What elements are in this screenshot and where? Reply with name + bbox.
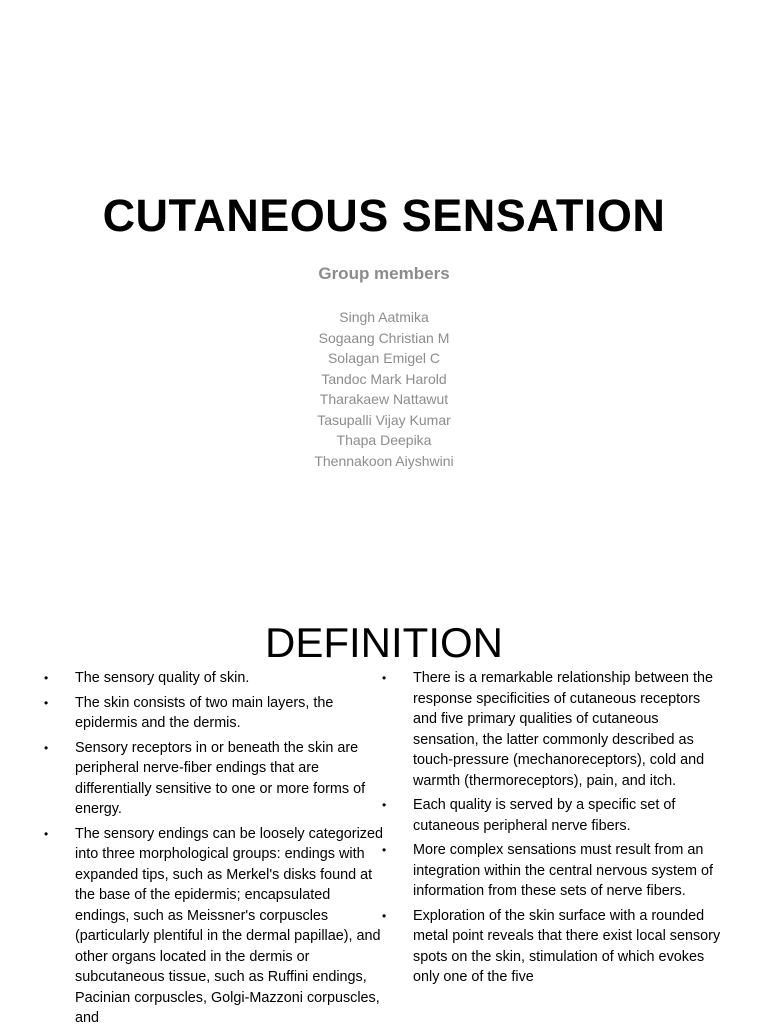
definition-slide [0,596,768,1024]
member-list [0,307,768,471]
bullet-icon: • [382,671,387,685]
bullet-icon: • [382,843,387,857]
member-name: Thennakoon Aiyshwini [314,452,454,469]
member-name: Sogaang Christian M [318,329,450,346]
bullet-text: The skin consists of two main layers, the epidermis and the dermis. [75,694,334,731]
slide-title: CUTANEOUS SENSATION [102,190,666,241]
member-name: Singh Aatmika [339,309,429,325]
bullet-text: Exploration of the skin surface with a rounded metal point reveals that there exist local sensory spots on the skin, stimulation of which evokes only one of the five [413,907,721,985]
bullet-icon: • [44,826,49,841]
bullet-text: The sensory quality of skin. [75,670,250,686]
bullet-item [42,693,384,734]
group-members-heading: Group members [318,264,450,283]
bullet-icon: • [382,908,387,923]
definition-title: DEFINITION [265,619,503,666]
bullet-icon: • [44,695,49,710]
member-name: Thapa Deepika [336,432,432,448]
bullet-item [42,668,387,689]
bullet-text: Sensory receptors in or beneath the skin are peripheral nerve-fiber endings that are differentially sensitive to one or more forms of energy. [75,739,366,817]
bullet-item [380,840,725,902]
member-name: Tharakaew Nattawut [319,391,449,407]
bullet-text: The sensory endings can be loosely categorized into three morphological groups: endings with expanded tips, such as Merkel's disks found at the base of the epidermis; encapsulated endings, such as Meissner's corpuscles (particularly plentiful in the dermal papillae), and other organs located in the dermis or subcutaneous tissue, such as Ruffini endings, Pacinian corpuscles, Golgi-Mazzoni corpuscles, and [75,825,383,1024]
bullet-item [42,738,387,820]
bullet-item [380,906,725,988]
bullet-icon: • [44,740,49,755]
bullet-icon: • [44,671,49,685]
bullet-icon: • [382,798,387,812]
bullet-text: There is a remarkable relationship between the response specificities of cutaneous receptors and five primary qualities of cutaneous sensation, the latter commonly described as touch-pressure (mechanoreceptors), cold and warmth (thermoreceptors), pain, and itch. [413,670,713,789]
member-name: Tandoc Mark Harold [321,370,447,387]
member-name: Tasupalli Vijay Kumar [317,411,451,428]
bullet-text: More complex sensations must result from an integration within the central nervous system of information from these sets of nerve fibers. [413,842,713,899]
right-bullet-list [380,668,725,992]
bullet-text: Each quality is served by a specific set of cutaneous peripheral nerve fibers. [413,797,676,834]
bullet-item [42,824,387,1024]
bullet-item [380,668,725,791]
bullet-item [380,795,725,836]
left-bullet-list [42,668,387,1024]
member-name: Solagan Emigel C [327,350,441,366]
